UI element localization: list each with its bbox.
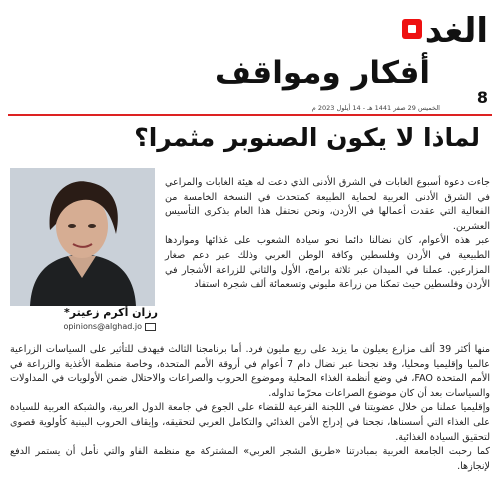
author-photo: [10, 168, 155, 306]
author-name: رزان أكرم زعيتر*: [64, 306, 158, 319]
envelope-icon: [145, 323, 156, 331]
issue-date: الخميس 29 صفر 1441 هـ - 14 أيلول 2023 م: [311, 104, 440, 112]
paragraph-2: عبر هذه الأعوام، كان نضالنا دائما نحو سيادة الشعوب على غذائها ومواردها الطبيعية في الأردن وفلسطين وكافة الوطن العربي وذلك عبر دعم صغار المزارعين. عملنا في الميدان عبر ثلاثة برامج، الأول والثاني للزراعة الأشجار في الأردن وفلسطين حيث تمكنا من زراعة مليوني وتسعمائة ألف شجرة استفاد: [165, 235, 490, 291]
article-headline: لماذا لا يكون الصنوبر مثمرا؟: [134, 123, 480, 152]
paragraph-5: كما رحبت الجامعة العربية بمبادرتنا «طريق الشجر العربي» المشتركة مع منظمة الفاو والتي نأمل أن يستمر الدفع لإنجازها.: [10, 446, 490, 472]
section-title: أفكار ومواقف: [215, 55, 430, 91]
article-column-full: [10, 343, 490, 474]
masthead-logo: [400, 12, 488, 50]
author-email-row: [12, 322, 156, 331]
paragraph-3: منها أكثر 39 ألف مزارع يعيلون ما يزيد على ربع مليون فرد. أما برنامجنا الثالث فيهدف للتأثير على السياسات الزراعية عالميا وإقليميا ومحليا، وقد نجحنا عبر نضال دام 7 أعوام في أروقة الأمم المتحدة، وخاصة منظمة الأغذية والزراعة في الأمم المتحدة FAO، في وضع أنظمة الغذاء المحلية وموضوع الحروب والصراعات والاحتلال ضمن الأولويات في المداولات والسياسات بعد أن كان موضوع الصراعات محرّما تداوله.: [10, 344, 491, 399]
page-number: 8: [476, 88, 488, 107]
logo-text: الغد: [424, 11, 488, 51]
author-portrait-image: [10, 168, 155, 306]
logo-square-icon: [402, 19, 422, 39]
header-divider: [8, 114, 492, 116]
paragraph-4: وإقليميا عملنا من خلال عضويتنا في اللجنة الفرعية للقضاء على الجوع في جامعة الدول العربية، والشبكة العربية للسيادة على الغذاء التي أسسناها، نجحنا في إدراج الأمن الغذائي والتكامل العربي لتحقيقه، وإيقاف الحروب البينية كأولوية قصوى لتحقيق السيادة الغذائية.: [10, 402, 490, 443]
article-column-right: [165, 176, 490, 293]
author-email: opinions@alghad.jo: [63, 322, 142, 331]
paragraph-1: جاءت دعوة أسبوع الغابات في الشرق الأدنى الذي دعت له هيئة الغابات والمراعي في الشرق الأدنى العربية لحماية الطبيعة كمتحدث في النسخة الخامسة من الفعالية التي عقدت أعمالها في الأردن، ونحن نحتفل هذا العام بذكرى التأسيس العشرين.: [165, 177, 490, 232]
